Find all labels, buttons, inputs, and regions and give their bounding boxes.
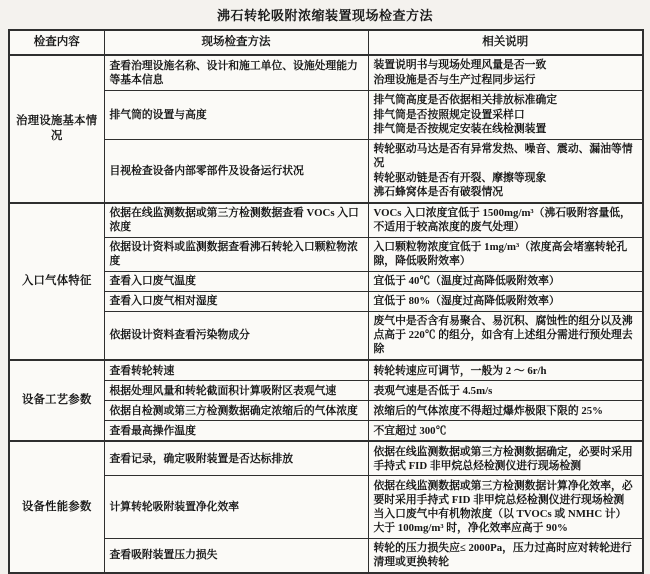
- table-row: [9, 311, 643, 360]
- note-line: 治理设施是否与生产过程同步运行: [373, 73, 536, 86]
- notes-cell: [368, 381, 643, 401]
- method-cell: 目视检查设备内部零部件及设备运行状况: [104, 139, 368, 203]
- section-cell-process-params: 设备工艺参数: [9, 360, 104, 441]
- method-cell: 依据在线监测数据或第三方检测数据查看 VOCs 入口浓度: [104, 203, 368, 238]
- method-cell: 排气筒的设置与高度: [104, 90, 368, 139]
- notes-cell: [368, 421, 643, 442]
- method-cell: 查看入口废气温度: [104, 271, 368, 291]
- table-row: [9, 271, 643, 291]
- notes-cell: [368, 55, 643, 90]
- note-line: 废气中是否含有易聚合、易沉积、腐蚀性的组分以及沸点高于 220℃ 的组分，如含有上述组分需进行预处理去除: [373, 315, 633, 356]
- method-cell: 查看最高操作温度: [104, 421, 368, 442]
- note-line: 转轮的压力损失应≤ 2000Pa，压力过高时应对转轮进行清理或更换转轮: [373, 542, 632, 569]
- method-cell: 查看记录，确定吸附装置是否达标排放: [104, 441, 368, 476]
- section-cell-inlet-gas: 入口气体特征: [9, 203, 104, 360]
- notes-cell: [368, 291, 643, 311]
- note-line: 宜低于 40℃（温度过高降低吸附效率）: [373, 275, 560, 288]
- note-line: 宜低于 80%（湿度过高降低吸附效率）: [373, 295, 560, 308]
- table-row: [9, 360, 643, 381]
- table-row: [9, 55, 643, 90]
- table-row: [9, 139, 643, 203]
- note-line: 转轮驱动链是否有开裂、摩擦等现象: [373, 171, 547, 184]
- table-row: [9, 203, 643, 238]
- col-header-method: 现场检查方法: [104, 30, 368, 55]
- header-row: [9, 30, 643, 55]
- notes-cell: [368, 90, 643, 139]
- method-cell: 依据设计资料或监测数据查看沸石转轮入口颗粒物浓度: [104, 237, 368, 271]
- notes-cell: [368, 538, 643, 573]
- method-cell: 查看转轮转速: [104, 360, 368, 381]
- note-line: 表观气速是否低于 4.5m/s: [373, 384, 493, 397]
- page-title: 沸石转轮吸附浓缩装置现场检查方法: [216, 8, 433, 23]
- table-row: [9, 401, 643, 421]
- note-line: 当入口废气中有机物浓度（以 TVOCs 或 NMHC 计）大于 100mg/m³ 时，净化效率应高于 90%: [373, 508, 627, 535]
- notes-cell: [368, 237, 643, 271]
- notes-cell: [368, 271, 643, 291]
- note-line: VOCs 入口浓度宜低于 1500mg/m³（沸石吸附容量低，不适用于较高浓度的废气处理）: [373, 207, 631, 234]
- table-row: [9, 441, 643, 476]
- method-cell: 查看吸附装置压力损失: [104, 538, 368, 573]
- section-cell-performance-params: 设备性能参数: [9, 441, 104, 573]
- col-header-inspection-content: 检查内容: [9, 30, 104, 55]
- table-row: [9, 291, 643, 311]
- method-cell: 查看入口废气相对湿度: [104, 291, 368, 311]
- notes-cell: [368, 203, 643, 238]
- note-line: 转轮转速应可调节，一般为 2 ～ 6r/h: [373, 364, 547, 377]
- notes-cell: [368, 476, 643, 539]
- table-row: [9, 237, 643, 271]
- note-line: 排气筒高度是否依据相关排放标准确定: [373, 94, 558, 106]
- note-line: 转轮驱动马达是否有异常发热、噪音、震动、漏油等情况: [373, 143, 633, 170]
- inspection-table: [8, 29, 644, 574]
- note-line: 排气筒是否按照规定设置采样口: [373, 108, 525, 121]
- note-line: 排气筒是否按规定安装在线检测装置: [373, 123, 547, 136]
- table-row: [9, 538, 643, 573]
- table-row: [9, 381, 643, 401]
- table-row: [9, 90, 643, 139]
- notes-cell: [368, 360, 643, 381]
- notes-cell: [368, 441, 643, 476]
- section-cell-facility-basics: 治理设施基本情况: [9, 55, 104, 203]
- note-line: 依据在线监测数据或第三方检测数据确定，必要时采用手持式 FID 非甲烷总烃检测仪进行现场检测: [373, 445, 633, 472]
- col-header-notes: 相关说明: [368, 30, 643, 55]
- note-line: 不宜超过 300℃: [373, 424, 447, 437]
- method-cell: 根据处理风量和转轮截面积计算吸附区表观气速: [104, 381, 368, 401]
- method-cell: 计算转轮吸附装置净化效率: [104, 476, 368, 539]
- notes-cell: [368, 139, 643, 203]
- notes-cell: [368, 401, 643, 421]
- method-cell: 依据自检测或第三方检测数据确定浓缩后的气体浓度: [104, 401, 368, 421]
- method-cell: 依据设计资料查看污染物成分: [104, 311, 368, 360]
- note-line: 浓缩后的气体浓度不得超过爆炸极限下限的 25%: [373, 404, 603, 417]
- note-line: 依据在线监测数据或第三方检测数据计算净化效率，必要时采用手持式 FID 非甲烷总烃检测仪进行现场检测: [373, 479, 633, 506]
- note-line: 装置说明书与现场处理风量是否一致: [373, 59, 547, 72]
- note-line: 入口颗粒物浓度宜低于 1mg/m³（浓度高会堵塞转轮孔隙，降低吸附效率）: [373, 241, 628, 268]
- table-row: [9, 421, 643, 442]
- notes-cell: [368, 311, 643, 360]
- table-row: [9, 476, 643, 539]
- method-cell: 查看治理设施名称、设计和施工单位、设施处理能力等基本信息: [104, 55, 368, 90]
- note-line: 沸石蜂窝体是否有破裂情况: [373, 186, 504, 199]
